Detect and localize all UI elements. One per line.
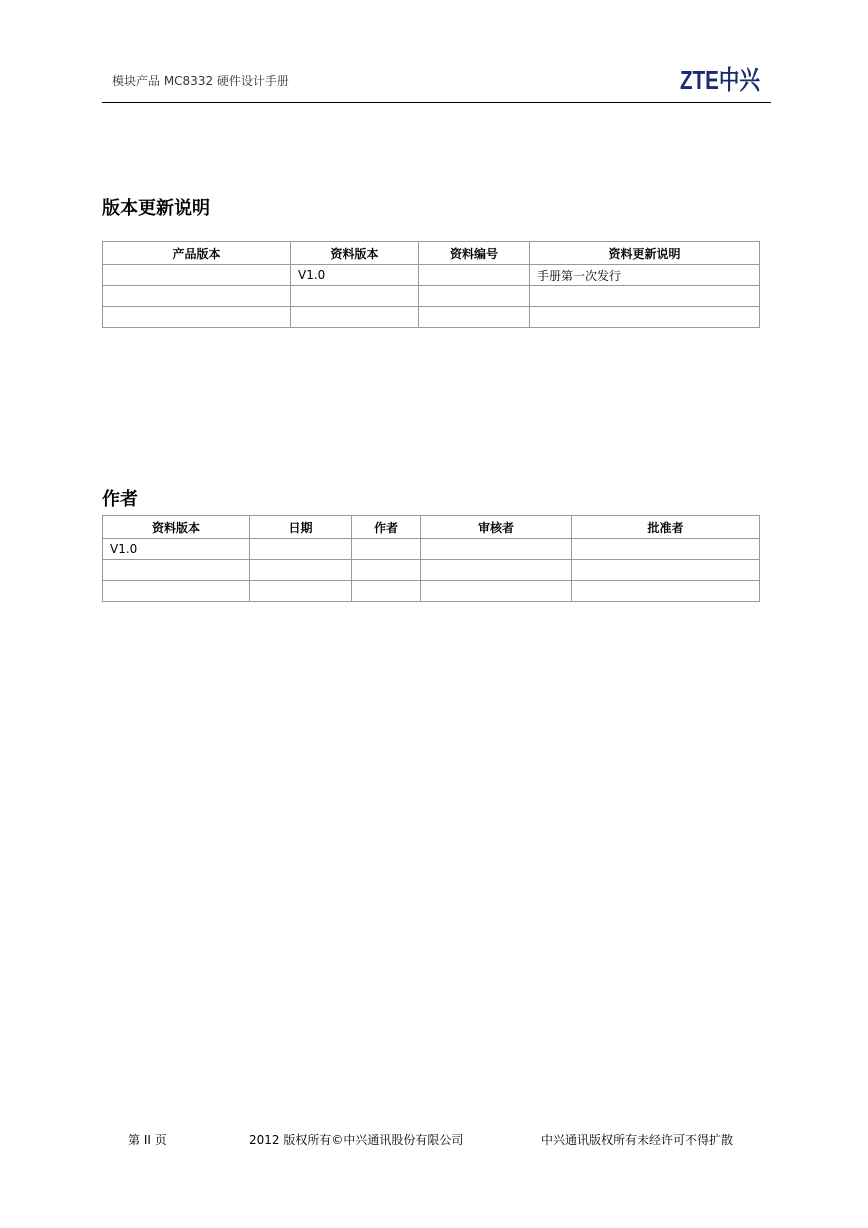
table-row [103,286,760,307]
zte-logo [680,64,760,94]
table-row [103,560,760,581]
logo-text: ZTE中兴 [680,65,761,95]
author-table [102,515,760,602]
table-cell [530,307,760,328]
table-header-row [103,242,760,265]
table-cell [572,560,760,581]
table-header-row [103,516,760,539]
table-cell [352,581,421,602]
table-cell [419,286,530,307]
distribution-notice: 中兴通讯版权所有未经许可不得扩散 [541,1133,734,1147]
table-cell [352,539,421,560]
table-cell [103,265,291,286]
version-section-title: 版本更新说明 [102,198,210,219]
table-cell [421,581,572,602]
table-cell [421,539,572,560]
table-row [103,265,760,286]
column-header: 日期 [250,516,352,539]
table-cell [291,286,419,307]
column-header: 资料版本 [103,516,250,539]
table-cell [419,307,530,328]
column-header: 批准者 [572,516,760,539]
table-cell [419,265,530,286]
table-row [103,581,760,602]
column-header: 作者 [352,516,421,539]
column-header: 审核者 [421,516,572,539]
copyright-notice: 2012 版权所有©中兴通讯股份有限公司 [249,1133,464,1147]
table-cell [103,560,250,581]
header-divider [102,102,771,103]
document-title: 模块产品 MC8332 硬件设计手册 [112,74,289,88]
author-section-title: 作者 [102,489,138,510]
table-cell [103,581,250,602]
table-cell [250,560,352,581]
table-cell: V1.0 [103,539,250,560]
version-table [102,241,760,328]
table-cell [421,560,572,581]
table-cell [250,539,352,560]
column-header: 产品版本 [103,242,291,265]
table-cell [530,286,760,307]
column-header: 资料编号 [419,242,530,265]
table-cell [250,581,352,602]
column-header: 资料版本 [291,242,419,265]
page-number: 第 II 页 [128,1133,167,1147]
table-cell: V1.0 [291,265,419,286]
table-cell [103,307,291,328]
table-cell [352,560,421,581]
table-cell [572,539,760,560]
column-header: 资料更新说明 [530,242,760,265]
table-row [103,539,760,560]
table-cell [291,307,419,328]
table-cell [572,581,760,602]
table-cell [103,286,291,307]
table-cell: 手册第一次发行 [530,265,760,286]
table-row [103,307,760,328]
